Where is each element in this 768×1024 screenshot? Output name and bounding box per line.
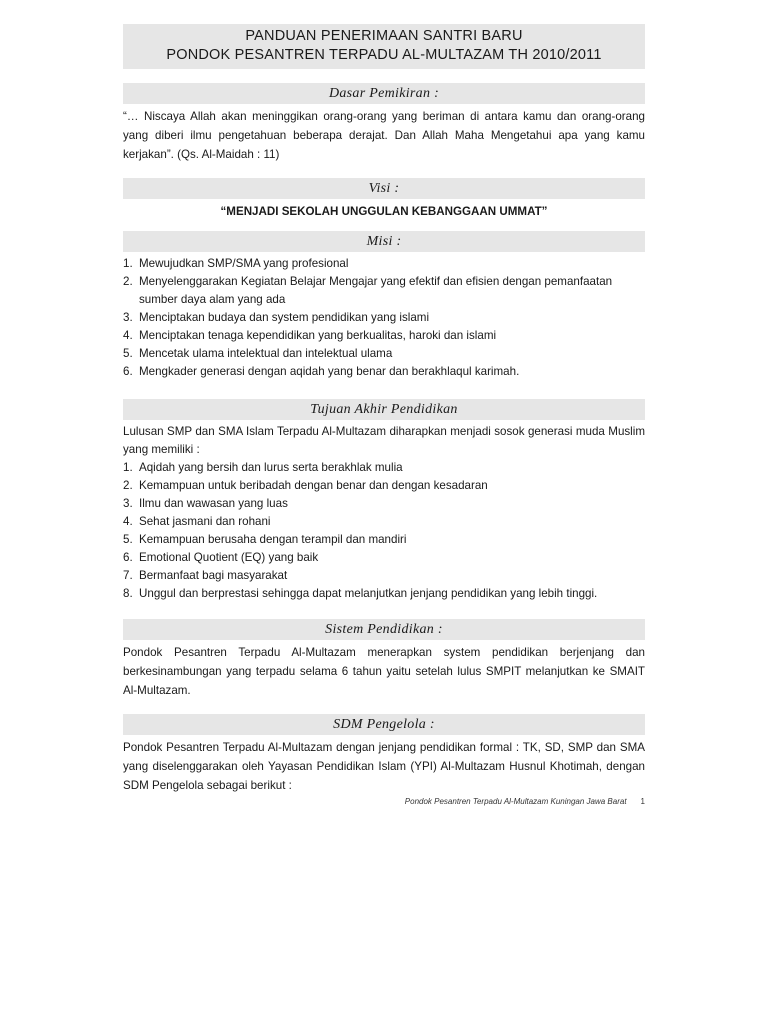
list-number: 1. bbox=[123, 257, 133, 270]
footer-text: Pondok Pesantren Terpadu Al-Multazam Kuningan Jawa Barat bbox=[404, 797, 627, 806]
list-item bbox=[123, 513, 645, 531]
list-number: 2. bbox=[123, 275, 133, 288]
list-text: Ilmu dan wawasan yang luas bbox=[139, 497, 288, 510]
list-item bbox=[123, 567, 645, 585]
list-number: 3. bbox=[123, 311, 133, 324]
list-number: 5. bbox=[123, 347, 133, 360]
list-number: 6. bbox=[123, 365, 133, 378]
list-item bbox=[123, 477, 645, 495]
document-page bbox=[123, 24, 645, 795]
list-text: Mencetak ulama intelektual dan intelektual ulama bbox=[139, 347, 393, 360]
list-number: 3. bbox=[123, 497, 133, 510]
list-item bbox=[123, 345, 645, 363]
list-text: Mewujudkan SMP/SMA yang profesional bbox=[139, 257, 349, 270]
section-heading-sistem: Sistem Pendidikan : bbox=[123, 619, 645, 640]
document-title-line1: PANDUAN PENERIMAAN SANTRI BARU bbox=[245, 28, 523, 44]
document-title-line2: PONDOK PESANTREN TERPADU AL-MULTAZAM TH 2010/2011 bbox=[166, 47, 602, 63]
list-item bbox=[123, 273, 645, 309]
dasar-paragraph: “… Niscaya Allah akan meninggikan orang-orang yang beriman di antara kamu dan orang-orang yang diberi ilmu pengetahuan beberapa derajat. Dan Allah Maha Mengetahui apa yang kamu kerjakan”. (Qs. Al-Maidah : 11) bbox=[123, 110, 645, 161]
misi-list bbox=[123, 255, 645, 381]
sdm-paragraph: Pondok Pesantren Terpadu Al-Multazam dengan jenjang pendidikan formal : TK, SD, SMP dan SMA yang diselenggarakan oleh Yayasan Pendidikan Islam (YPI) Al-Multazam Husnul Khotimah, dengan SDM Pengelola sebagai berikut : bbox=[123, 741, 645, 792]
list-item bbox=[123, 309, 645, 327]
list-item bbox=[123, 531, 645, 549]
list-item bbox=[123, 255, 645, 273]
document-title-band bbox=[123, 24, 645, 69]
list-text: Kemampuan berusaha dengan terampil dan mandiri bbox=[139, 533, 407, 546]
list-item bbox=[123, 327, 645, 345]
list-text: Aqidah yang bersih dan lurus serta berakhlak mulia bbox=[139, 461, 403, 474]
sistem-paragraph: Pondok Pesantren Terpadu Al-Multazam menerapkan system pendidikan berjenjang dan berkesinambungan yang terpadu selama 6 tahun yaitu setelah lulus SMPIT melanjutkan ke SMAIT Al-Multazam. bbox=[123, 646, 645, 697]
section-heading-dasar: Dasar Pemikiran : bbox=[123, 83, 645, 104]
list-number: 1. bbox=[123, 461, 133, 474]
section-heading-misi: Misi : bbox=[123, 231, 645, 252]
list-text: Menyelenggarakan Kegiatan Belajar Mengajar yang efektif dan efisien dengan pemanfaatan sumber daya alam yang ada bbox=[139, 275, 613, 306]
list-number: 6. bbox=[123, 551, 133, 564]
list-text: Menciptakan tenaga kependidikan yang berkualitas, haroki dan islami bbox=[139, 329, 497, 342]
list-item bbox=[123, 495, 645, 513]
list-number: 4. bbox=[123, 329, 133, 342]
list-item bbox=[123, 585, 645, 603]
section-heading-visi: Visi : bbox=[123, 178, 645, 199]
list-text: Bermanfaat bagi masyarakat bbox=[139, 569, 288, 582]
list-text: Mengkader generasi dengan aqidah yang benar dan berakhlaqul karimah. bbox=[139, 365, 520, 378]
list-number: 5. bbox=[123, 533, 133, 546]
section-heading-tujuan: Tujuan Akhir Pendidikan bbox=[123, 399, 645, 420]
list-item bbox=[123, 363, 645, 381]
page-footer bbox=[123, 797, 645, 806]
page-number: 1 bbox=[640, 797, 645, 806]
list-item bbox=[123, 459, 645, 477]
list-number: 2. bbox=[123, 479, 133, 492]
list-number: 7. bbox=[123, 569, 133, 582]
tujuan-list bbox=[123, 459, 645, 603]
list-item bbox=[123, 549, 645, 567]
list-number: 4. bbox=[123, 515, 133, 528]
section-heading-sdm: SDM Pengelola : bbox=[123, 714, 645, 735]
list-text: Sehat jasmani dan rohani bbox=[139, 515, 271, 528]
list-number: 8. bbox=[123, 587, 133, 600]
list-text: Unggul dan berprestasi sehingga dapat melanjutkan jenjang pendidikan yang lebih tinggi. bbox=[139, 587, 598, 600]
tujuan-intro: Lulusan SMP dan SMA Islam Terpadu Al-Multazam diharapkan menjadi sosok generasi muda Muslim yang memiliki : bbox=[123, 425, 645, 456]
list-text: Menciptakan budaya dan system pendidikan yang islami bbox=[139, 311, 430, 324]
list-text: Emotional Quotient (EQ) yang baik bbox=[139, 551, 319, 564]
visi-statement: “MENJADI SEKOLAH UNGGULAN KEBANGGAAN UMMAT” bbox=[220, 205, 548, 218]
list-text: Kemampuan untuk beribadah dengan benar dan dengan kesadaran bbox=[139, 479, 488, 492]
